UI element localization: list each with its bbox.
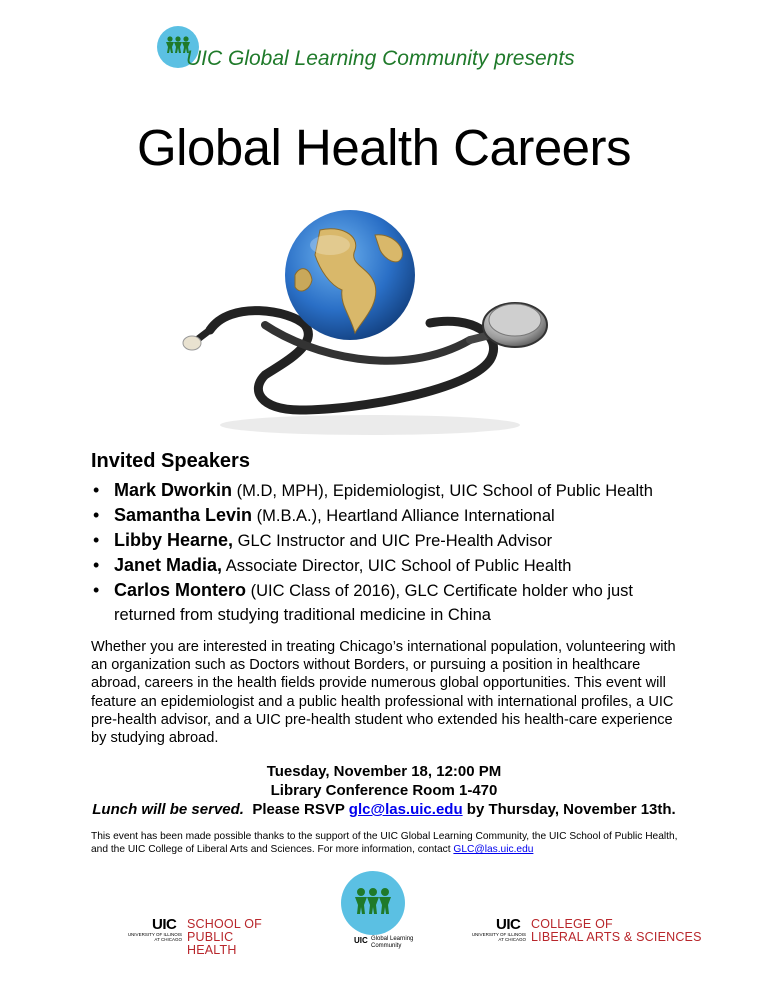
event-description: Whether you are interested in treating Chicago’s international population, volunteering with an organization such as Doctors without Borders, or pursuing a position in healthcare abroad, careers in the health fields provide numerous global opportunities. This event will feature an epidemiologist and a public health professional with international profiles, a UIC pre-health advisor, and a UIC pre-health student who extended his health-care experience by studying abroad.	[91, 639, 676, 747]
speaker-list	[91, 478, 691, 627]
sponsor-note	[91, 830, 681, 857]
speaker-name: Mark Dworkin	[114, 480, 233, 500]
rsvp-email-link[interactable]: glc@las.uic.edu	[348, 801, 463, 818]
university-name	[124, 932, 182, 942]
school-of-public-health-logo	[124, 916, 274, 957]
unit-line: COLLEGE OF	[531, 917, 613, 931]
speaker-item	[91, 553, 691, 578]
glc-footer-logo	[334, 870, 414, 960]
glc-logo-text	[371, 936, 413, 949]
glc-line: Global Learning	[371, 936, 414, 942]
event-location: Library Conference Room 1-470	[270, 782, 498, 799]
college-of-las-logo	[468, 916, 702, 946]
page-title: Global Health Careers	[136, 119, 632, 176]
rsvp-deadline: by Thursday, November 13th.	[462, 801, 676, 818]
speaker-details: (UIC Class of 2016), GLC Certificate holder who just	[246, 582, 634, 600]
lunch-note: Lunch will be served.	[92, 801, 244, 818]
globe-stethoscope-image	[170, 205, 570, 445]
speaker-name: Libby Hearne,	[114, 530, 234, 550]
speaker-name: Samantha Levin	[114, 505, 253, 525]
speaker-details: Associate Director, UIC School of Public Health	[222, 557, 572, 575]
speaker-item	[91, 478, 691, 503]
rsvp-prefix: Please RSVP	[243, 801, 349, 818]
university-line: AT CHICAGO	[498, 937, 526, 942]
speakers-heading: Invited Speakers	[91, 450, 250, 472]
people-icon	[340, 870, 406, 936]
contact-email-link[interactable]: GLC@las.uic.edu	[453, 844, 534, 856]
unit-line: SCHOOL OF	[187, 917, 262, 931]
speaker-name: Janet Madia,	[114, 555, 223, 575]
glc-line: Community	[371, 942, 402, 949]
unit-line: LIBERAL ARTS & SCIENCES	[531, 930, 702, 944]
speaker-item	[91, 578, 691, 627]
university-line: AT CHICAGO	[154, 937, 182, 942]
speaker-details: GLC Instructor and UIC Pre-Health Advisor	[233, 532, 553, 550]
speaker-item	[91, 528, 691, 553]
uic-wordmark: UIC	[354, 936, 368, 945]
speaker-details: (M.B.A.), Heartland Alliance International	[252, 507, 555, 525]
university-line: UNIVERSITY OF ILLINOIS	[127, 932, 182, 937]
event-date: Tuesday, November 18, 12:00 PM	[266, 763, 502, 780]
university-line: UNIVERSITY OF ILLINOIS	[471, 932, 526, 937]
speaker-details: (M.D, MPH), Epidemiologist, UIC School of Public Health	[232, 482, 653, 500]
uic-wordmark: UIC	[496, 916, 521, 933]
event-rsvp	[0, 801, 768, 818]
university-name	[468, 932, 526, 942]
sponsor-text: This event has been made possible thanks to the support of the UIC Global Learning Community, the UIC School of Public Health, and the UIC College of Liberal Arts and Sciences. For more information, contact	[91, 831, 678, 856]
unit-line: PUBLIC HEALTH	[187, 930, 237, 957]
speaker-item	[91, 503, 691, 528]
presenter-line: UIC Global Learning Community presents	[186, 47, 575, 70]
uic-wordmark: UIC	[152, 916, 177, 933]
speaker-details-continued: returned from studying traditional medicine in China	[114, 606, 491, 624]
speaker-name: Carlos Montero	[114, 580, 247, 600]
